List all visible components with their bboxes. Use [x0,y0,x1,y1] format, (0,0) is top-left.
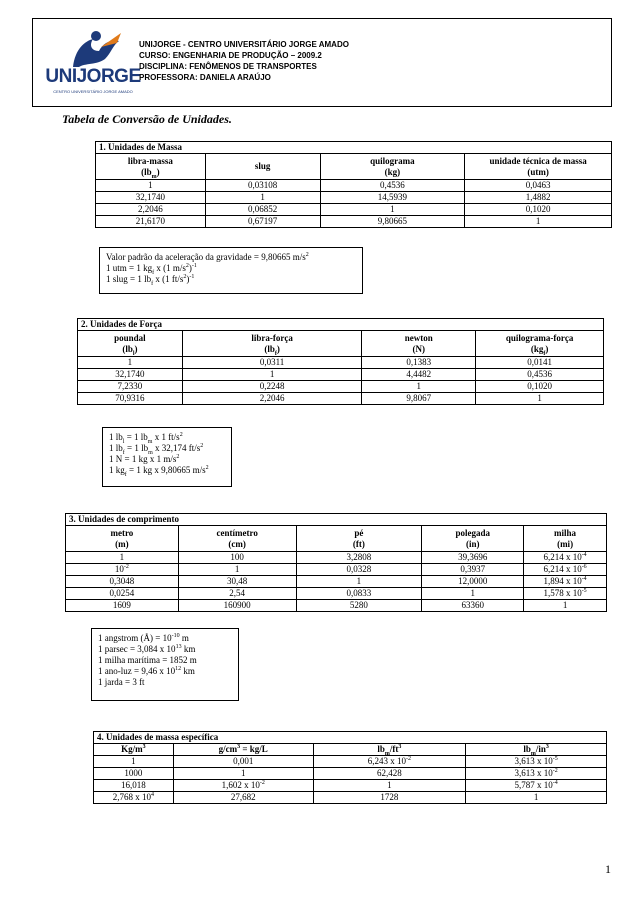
note-line: 1 utm = 1 $kg_f$ x (1 $m/s^2)^{-1}$ [106,263,197,276]
note-line: 1 parsec = 3,084 x $10^{13}$ km [98,644,196,654]
column-header: $g/cm^3 = kg/L$ [173,744,313,756]
table-row: 1000 1 62,428 3,613 x $10^{-2}$ [94,768,607,780]
table-row: 16,018 1,602 x $10^{-2}$ 1 5,787 x $10^{-4}$ [94,780,607,792]
note-line: 1 slug = 1 $lb_f$ x (1 $ft/s^2)^{-1}$ [106,274,195,287]
table-row: 2,768 x $10^4$ 27,682 1728 1 [94,792,607,804]
header-line: DISCIPLINA: FENÔMENOS DE TRANSPORTES [139,62,317,71]
force-note-box [102,427,232,487]
table-row: 21,6170 0,67197 9,80665 1 [96,216,612,228]
table-caption: 3. Unidades de comprimento [66,514,607,526]
table-row: 1609 160900 5280 63360 1 [66,600,607,612]
logo-figure-icon [63,29,123,69]
column-header: slug [205,154,320,180]
column-header: newton (N) [362,331,476,357]
header-info [139,39,349,83]
table-caption: 2. Unidades de Força [78,319,604,331]
note-line: 1 milha marítima = 1852 m [98,655,197,665]
logo-subtitle: CENTRO UNIVERSITÁRIO JORGE AMADO [53,89,133,94]
header-line: UNIJORGE - CENTRO UNIVERSITÁRIO JORGE AMADO [139,40,349,49]
table-row: 0,3048 30,48 1 12,0000 1,894 x $10^{-4}$ [66,576,607,588]
mass-note-box [99,247,363,294]
table-row: 32,1740 1 14,5939 1,4882 [96,192,612,204]
note-line: Valor padrão da aceleração da gravidade = 9,80665 $m/s^2$ [106,252,309,262]
note-line: 1 angstrom (Å) = $10^{-10}$ m [98,633,189,643]
document-title: Tabela de Conversão de Unidades. [62,112,232,126]
column-header: libra-massa $(lb_m)$ [96,154,206,180]
table-row: 70,9316 2,2046 9,8067 1 [78,393,604,405]
table-row: 2,2046 0,06852 1 0,1020 [96,204,612,216]
note-line: 1 $lb_l = 1$ $lb_m$ x 1 $ft/s^2$ [109,432,183,445]
column-header: quilograma (kg) [320,154,465,180]
column-header: polegada (in) [422,526,524,552]
note-line: 1 $lb_f = 1$ $lb_m$ x 32,174 $ft/s^2$ [109,443,204,456]
column-header: libra-força $(lb_f)$ [182,331,362,357]
unijorge-logo [43,29,143,99]
table-caption: 4. Unidades de massa específica [94,732,607,744]
column-header: centímetro (cm) [178,526,296,552]
column-header: $Kg/m^3$ [94,744,174,756]
force-units-table [77,318,604,405]
document-header [32,18,612,107]
column-header: unidade técnica de massa (utm) [465,154,612,180]
table-row: 7,2330 0,2248 1 0,1020 [78,381,604,393]
page-number: 1 [605,862,611,876]
note-line: 1 N = 1 kg x 1 $m/s^2$ [109,454,180,464]
note-line: 1 jarda = 3 ft [98,677,145,687]
column-header: poundal $(lb_l)$ [78,331,183,357]
table-row: 32,1740 1 4,4482 0,4536 [78,369,604,381]
column-header: pé (ft) [296,526,422,552]
length-note-box [91,628,239,701]
header-line: CURSO: ENGENHARIA DE PRODUÇÃO – 2009.2 [139,51,322,60]
column-header: $lb_m/ft^3$ [313,744,466,756]
note-line: 1 $kg_f = 1$ kg x 9,80665 $m/s^2$ [109,465,209,478]
column-header: milha (mi) [524,526,607,552]
note-line: 1 ano-luz = 9,46 x $10^{12}$ km [98,666,195,676]
table-row: 1 100 3,2808 39,3696 6,214 x $10^{-4}$ [66,552,607,564]
logo-wordmark: UNIJORGE [45,66,141,87]
column-header: metro (m) [66,526,179,552]
column-header: quilograma-força $(kg_f)$ [476,331,604,357]
table-caption: 1. Unidades de Massa [96,142,612,154]
length-units-table [65,513,607,612]
column-header: $lb_m/in^3$ [466,744,607,756]
table-row: $10^{-2}$ 1 0,0328 0,3937 6,214 x $10^{-6}$ [66,564,607,576]
density-units-table [93,731,607,804]
mass-units-table [95,141,612,228]
table-row: 1 0,03108 0,4536 0,0463 [96,180,612,192]
table-row: 0,0254 2,54 0,0833 1 1,578 x $10^{-5}$ [66,588,607,600]
header-line: PROFESSORA: DANIELA ARAÚJO [139,73,271,82]
table-row: 1 0,0311 0,1383 0,0141 [78,357,604,369]
table-row: 1 0,001 6,243 x $10^{-2}$ 3,613 x $10^{-5}$ [94,756,607,768]
